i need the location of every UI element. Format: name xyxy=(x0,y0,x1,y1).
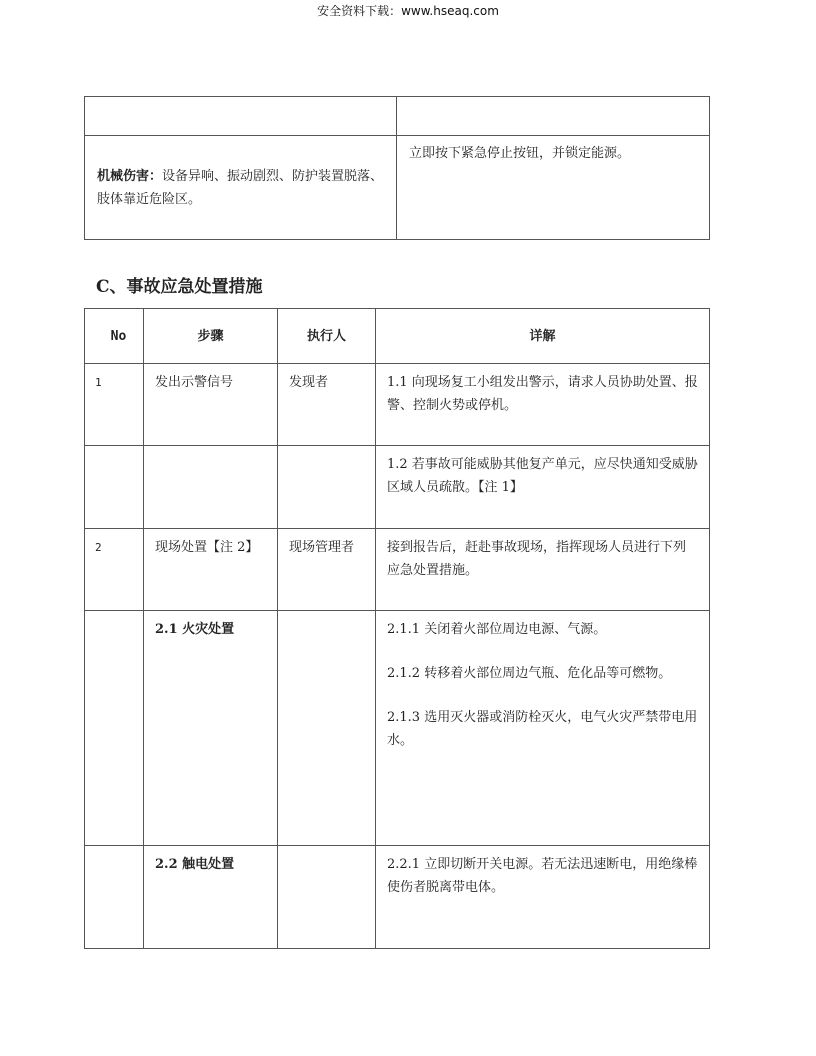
cell-step: 2.2 触电处置 xyxy=(144,846,278,949)
emergency-table xyxy=(84,308,710,949)
detail-item: 2.1.3 选用灭火器或消防栓灭火，电气火灾严禁带电用水。 xyxy=(387,710,698,748)
detail-item: 2.1.1 关闭着火部位周边电源、气源。 xyxy=(387,622,607,637)
cell-executor xyxy=(278,446,376,529)
table-row xyxy=(85,446,710,529)
cell-executor: 现场管理者 xyxy=(278,529,376,611)
action-cell: 立即按下紧急停止按钮，并锁定能源。 xyxy=(397,136,710,240)
table-row xyxy=(85,364,710,446)
table-header-row xyxy=(85,309,710,364)
page-header-source: 安全资料下载：www.hseaq.com xyxy=(317,4,499,18)
detail-item: 1.1 向现场复工小组发出警示，请求人员协助处置、报警、控制火势或停机。 xyxy=(387,375,698,413)
hazard-label: 机械伤害： xyxy=(97,168,163,184)
hazard-cell xyxy=(85,136,397,240)
cell-detail xyxy=(376,846,710,949)
detail-item: 接到报告后，赶赴事故现场，指挥现场人员进行下列应急处置措施。 xyxy=(387,540,687,578)
cell-no xyxy=(85,446,144,529)
cell-step: 2.1 火灾处置 xyxy=(144,611,278,846)
hazard-description: 设备异响、振动剧烈、防护装置脱落、肢体靠近危险区。 xyxy=(97,168,384,207)
cell-no: 2 xyxy=(85,529,144,611)
hazard-cell xyxy=(85,97,397,136)
cell-executor xyxy=(278,611,376,846)
cell-no xyxy=(85,846,144,949)
section-title: C、事故应急处置措施 xyxy=(96,277,263,297)
detail-item: 1.2 若事故可能威胁其他复产单元，应尽快通知受威胁区域人员疏散。【注 1】 xyxy=(387,457,698,495)
header-executor: 执行人 xyxy=(278,309,376,364)
cell-step xyxy=(144,446,278,529)
action-cell xyxy=(397,97,710,136)
cell-detail xyxy=(376,529,710,611)
cell-executor: 发现者 xyxy=(278,364,376,446)
cell-detail xyxy=(376,611,710,846)
cell-no xyxy=(85,611,144,846)
cell-step: 发出示警信号 xyxy=(144,364,278,446)
table-row xyxy=(85,529,710,611)
cell-detail xyxy=(376,446,710,529)
header-detail: 详解 xyxy=(376,309,710,364)
header-no: No xyxy=(85,309,144,364)
cell-detail xyxy=(376,364,710,446)
table-row xyxy=(85,97,710,136)
table-row xyxy=(85,611,710,846)
cell-step: 现场处置【注 2】 xyxy=(144,529,278,611)
hazard-table xyxy=(84,96,710,240)
cell-executor xyxy=(278,846,376,949)
detail-item: 2.2.1 立即切断开关电源。若无法迅速断电，用绝缘棒使伤者脱离带电体。 xyxy=(387,857,698,895)
table-row xyxy=(85,846,710,949)
cell-no: 1 xyxy=(85,364,144,446)
header-step: 步骤 xyxy=(144,309,278,364)
table-row xyxy=(85,136,710,240)
detail-item: 2.1.2 转移着火部位周边气瓶、危化品等可燃物。 xyxy=(387,666,672,681)
